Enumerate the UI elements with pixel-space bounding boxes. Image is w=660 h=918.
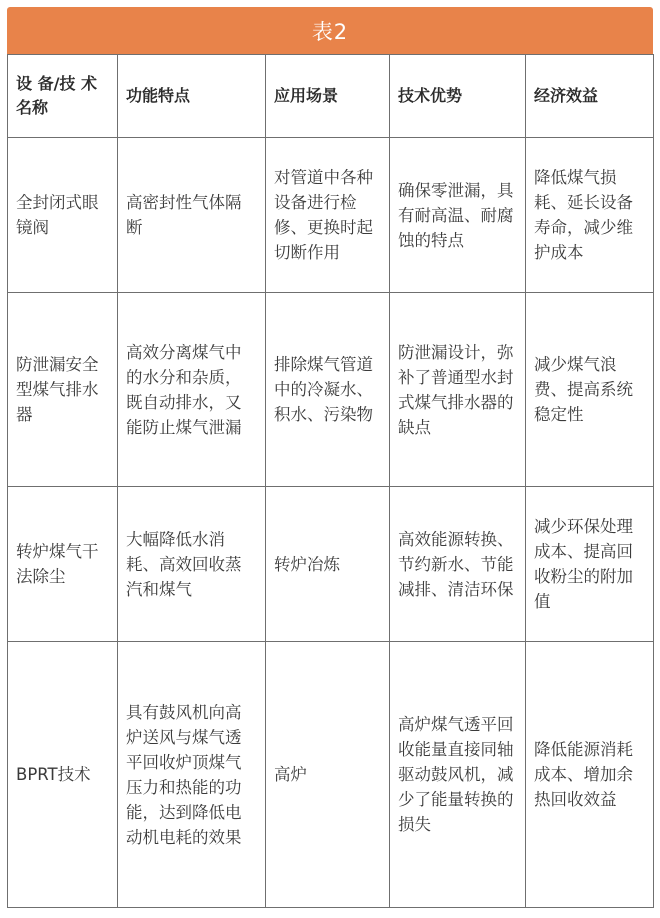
table-cell: 高炉	[266, 642, 390, 908]
header-cell: 设 备/技 术 名称	[8, 55, 118, 138]
table-cell: 高效分离煤气中的水分和杂质，既自动排水，又能防止煤气泄漏	[118, 293, 266, 487]
table-row	[8, 138, 654, 293]
table-cell: 防泄漏设计，弥补了普通型水封式煤气排水器的缺点	[390, 293, 526, 487]
header-row	[8, 55, 654, 138]
table-cell: 大幅降低水消耗、高效回收蒸汽和煤气	[118, 487, 266, 642]
data-table	[7, 54, 654, 908]
table-cell: 高效能源转换、节约新水、节能减排、清洁环保	[390, 487, 526, 642]
table-row	[8, 642, 654, 908]
table-cell: 降低能源消耗成本、增加余热回收效益	[526, 642, 654, 908]
table-cell: 减少环保处理成本、提高回收粉尘的附加值	[526, 487, 654, 642]
table-cell: 具有鼓风机向高炉送风与煤气透平回收炉顶煤气压力和热能的功能，达到降低电动机电耗的效果	[118, 642, 266, 908]
table-cell: 转炉冶炼	[266, 487, 390, 642]
table-cell: 转炉煤气干法除尘	[8, 487, 118, 642]
header-cell: 经济效益	[526, 55, 654, 138]
table-cell: 全封闭式眼镜阀	[8, 138, 118, 293]
table-row	[8, 487, 654, 642]
table-cell: 高密封性气体隔断	[118, 138, 266, 293]
table-row	[8, 293, 654, 487]
table-cell: 排除煤气管道中的冷凝水、积水、污染物	[266, 293, 390, 487]
table-title: 表2	[7, 7, 653, 54]
table-cell: 防泄漏安全型煤气排水器	[8, 293, 118, 487]
header-cell: 功能特点	[118, 55, 266, 138]
table-cell: BPRT技术	[8, 642, 118, 908]
table-cell: 高炉煤气透平回收能量直接同轴驱动鼓风机，减少了能量转换的损失	[390, 642, 526, 908]
table-cell: 减少煤气浪费、提高系统稳定性	[526, 293, 654, 487]
table-frame	[7, 7, 653, 911]
table-cell: 确保零泄漏，具有耐高温、耐腐蚀的特点	[390, 138, 526, 293]
header-cell: 技术优势	[390, 55, 526, 138]
table-cell: 对管道中各种设备进行检修、更换时起切断作用	[266, 138, 390, 293]
table-cell: 降低煤气损耗、延长设备寿命，减少维护成本	[526, 138, 654, 293]
header-cell: 应用场景	[266, 55, 390, 138]
